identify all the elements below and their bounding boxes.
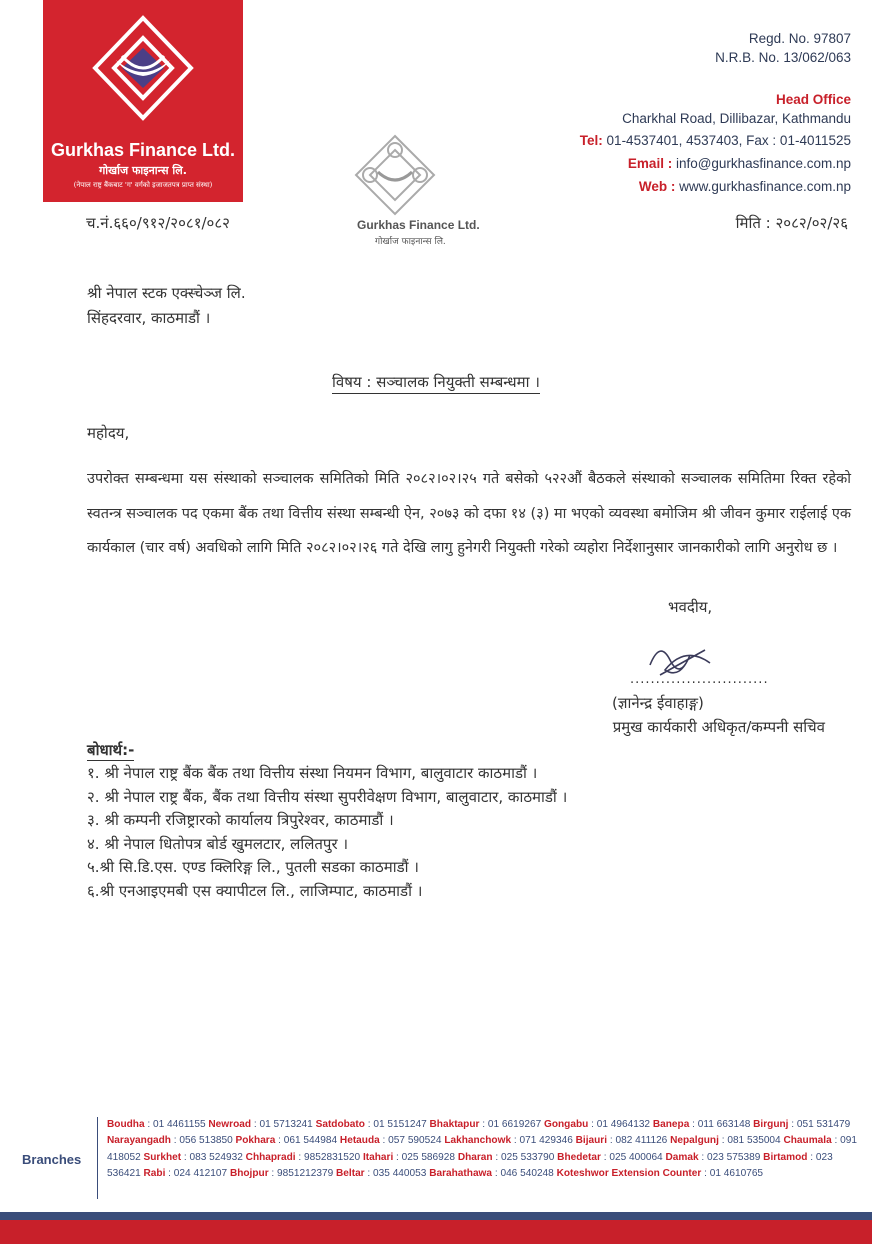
branch-name: Bijauri [575,1135,608,1147]
branch-name: Boudha [107,1119,145,1130]
regd-number: Regd. No. 97807 [748,31,851,46]
company-logo [43,0,243,202]
cc-item: २. श्री नेपाल राष्ट्र बैंक, बैंक तथा वित्तीय संस्था सुपरीवेक्षण विभाग, बालुवाटार, काठमाडौं । [87,787,568,806]
branch-phone: 9851212379 [277,1168,334,1180]
branch-name: Chhapradi [245,1151,296,1163]
logo-name-en: Gurkhas Finance Ltd. [50,140,236,160]
branch-name: Pokhara [235,1135,276,1147]
footer-bar-red [0,1220,872,1244]
branches-list [107,1117,857,1183]
web-value[interactable]: www.gurkhasfinance.com.np [675,179,851,194]
branch-phone: 025 533790 [501,1151,555,1163]
watermark-name-np: गोर्खाज फाइनान्स लि. [375,237,446,247]
branch-item: Birtamod : 023 536421 [107,1151,833,1180]
email-label: Email : [627,156,673,171]
logo-emblem-icon [86,10,200,130]
branch-item: Itahari : 025 586928 [362,1151,455,1163]
branch-name: Newroad [208,1119,252,1130]
branch-phone: 01 5151247 [373,1119,427,1130]
cc-item: ६.श्री एनआइएमबी एस क्यापीटल लि., लाजिम्पाट, काठमाडौं । [87,881,423,900]
branch-phone: 061 544984 [283,1135,338,1147]
branch-name: Hetauda [339,1135,380,1147]
cc-item: १. श्री नेपाल राष्ट्र बैंक बैंक तथा वित्तीय संस्था नियमन विभाग, बालुवाटार काठमाडौं । [87,764,538,782]
branch-name: Bhaktapur [429,1119,480,1130]
branch-phone: 024 412107 [173,1168,228,1180]
branch-name: Rabi [143,1168,166,1180]
cc-item: ४. श्री नेपाल धितोपत्र बोर्ड खुमलटार, ललितपुर । [87,834,349,853]
branch-name: Banepa [652,1119,690,1130]
branch-item: Chaumala : 091 418052 [107,1135,857,1163]
signature-line: ........................... [630,672,769,687]
subject-line [0,372,872,392]
branch-name: Birtamod [763,1151,808,1163]
signer-name: (ज्ञानेन्द्र ईवाहाङ्ग) [612,694,704,712]
reference-number: च.नं.६६०/९१२/२०८१/०८२ [86,214,230,232]
branch-name: Lakhanchowk [444,1135,512,1147]
watermark-name-en: Gurkhas Finance Ltd. [357,218,480,232]
branch-item: Birgunj : 051 531479 [753,1119,851,1130]
branch-item: Newroad : 01 5713241 [208,1119,313,1130]
branch-name: Koteshwor Extension Counter [556,1168,702,1180]
branch-phone: 051 531479 [796,1119,851,1130]
branch-item: Beltar : 035 440053 [336,1168,427,1180]
email-value[interactable]: info@gurkhasfinance.com.np [672,156,851,171]
watermark-logo-icon [350,132,440,218]
branch-name: Itahari [362,1151,394,1163]
branch-item: Satdobato : 01 5151247 [315,1119,427,1130]
logo-tagline: (नेपाल राष्ट्र बैंकबाट 'ग' वर्गको इजाजतपत्र प्राप्त संस्था) [73,181,213,189]
branch-phone: 081 535004 [727,1135,781,1147]
branch-item: Bhojpur : 9851212379 [229,1168,334,1180]
branches-label: Branches [22,1152,82,1167]
branch-name: Nepalgunj [670,1135,719,1147]
head-office-email [628,156,851,171]
branch-item: Gongabu : 01 4964132 [544,1119,651,1130]
branch-name: Beltar [336,1168,365,1180]
tel-label: Tel: [579,133,603,148]
head-office-title: Head Office [775,92,851,107]
branch-phone: 01 4610765 [709,1168,764,1180]
branch-item: Surkhet : 083 524932 [143,1151,243,1163]
cc-item: ५.श्री सि.डि.एस. एण्ड क्लिरिङ्ग लि., पुतली सडका काठमाडौं । [87,858,419,877]
branch-name: Birgunj [753,1119,789,1130]
head-office-phone [580,133,851,148]
branch-phone: 083 524932 [189,1151,243,1163]
cc-title: बोधार्थ:- [87,741,135,759]
branch-phone: 082 411126 [615,1135,668,1147]
branch-phone: 9852831520 [304,1151,361,1163]
cc-list [87,762,567,904]
branch-item: Banepa : 011 663148 [652,1119,751,1130]
tel-value: 01-4537401, 4537403, Fax : 01-4011525 [602,133,851,148]
branch-name: Barahathawa [429,1168,493,1180]
branch-phone: 056 513850 [179,1135,233,1147]
branch-item: Bhaktapur : 01 6619267 [429,1119,542,1130]
branch-name: Gongabu [544,1119,589,1130]
branches-divider [97,1117,98,1199]
branch-phone: 01 4964132 [596,1119,651,1130]
branch-item: Bijauri : 082 411126 [575,1135,668,1147]
branch-phone: 091 418052 [107,1135,857,1163]
branch-name: Chaumala [783,1135,832,1147]
branch-item: Barahathawa : 046 540248 [429,1168,554,1180]
branch-item: Dharan : 025 533790 [457,1151,555,1163]
head-office-address: Charkhal Road, Dillibazar, Kathmandu [622,111,851,126]
cc-item: ३. श्री कम्पनी रजिष्ट्रारको कार्यालय त्रिपुरेश्वर, काठमाडौं । [87,811,394,830]
branch-item: Damak : 023 575389 [665,1151,761,1163]
branch-item: Bhedetar : 025 400064 [557,1151,663,1163]
branch-phone: 01 6619267 [487,1119,542,1130]
branch-item: Nepalgunj : 081 535004 [670,1135,781,1147]
branch-name: Satdobato [315,1119,365,1130]
branch-phone: 01 5713241 [259,1119,313,1130]
branch-phone: 023 575389 [707,1151,761,1163]
branch-item: Pokhara : 061 544984 [235,1135,338,1147]
branch-phone: 035 440053 [373,1168,427,1180]
branch-phone: 011 663148 [697,1119,751,1130]
branch-phone: 025 400064 [609,1151,663,1163]
branch-item: Rabi : 024 412107 [143,1168,228,1180]
branch-name: Narayangadh [107,1135,171,1147]
recipient-name: श्री नेपाल स्टक एक्स्चेञ्ज लि. [87,284,246,302]
web-label: Web : [638,179,676,194]
letter-body: उपरोक्त सम्बन्धमा यस संस्थाको सञ्चालक समितिको मिति २०८२।०२।२५ गते बसेको ५२२औं बैठकले संस्थाको सञ्चालक समितिमा रिक्त रहेको स्वतन्त्र सञ्चालक पद एकमा बैंक तथा वित्तीय संस्था सम्बन्धी ऐन, २०७३ को दफा १४ (३) मा भएको व्यवस्था बमोजिम श्री जीवन कुमार राईलाई एक कार्यकाल (चार वर्ष) अवधिको लागि मिति २०८२।०२।२६ गते देखि लागु हुनेगरी नियुक्ती गरेको व्यहोरा निर्देशानुसार जानकारीको लागि अनुरोध छ । [87,471,851,557]
branch-item: Narayangadh : 056 513850 [107,1135,233,1147]
branch-name: Bhedetar [557,1151,601,1163]
branch-phone: 023 536421 [107,1151,833,1180]
head-office-web [639,179,851,194]
logo-name-np: गोर्खाज फाइनान्स लि. [99,164,187,177]
branch-item: Boudha : 01 4461155 [107,1119,206,1130]
branch-name: Damak [665,1151,699,1163]
signer-title: प्रमुख कार्यकारी अधिकृत/कम्पनी सचिव [612,718,825,736]
branch-item: Chhapradi : 9852831520 [245,1151,361,1163]
branch-phone: 057 590524 [388,1135,442,1147]
letter-date: मिति : २०८२/०२/२६ [735,214,848,232]
closing: भवदीय, [668,598,713,616]
branch-name: Surkhet [143,1151,182,1163]
branch-item: Hetauda : 057 590524 [339,1135,442,1147]
branch-phone: 071 429346 [519,1135,573,1147]
salutation: महोदय, [87,424,130,442]
branch-name: Bhojpur [229,1168,269,1180]
footer-bar-blue [0,1212,872,1220]
branch-item: Lakhanchowk : 071 429346 [444,1135,573,1147]
branch-name: Dharan [457,1151,493,1163]
branch-item: Koteshwor Extension Counter : 01 4610765 [556,1168,764,1180]
subject-text: विषय : सञ्चालक नियुक्ती सम्बन्धमा । [332,373,540,394]
branch-phone: 046 540248 [500,1168,554,1180]
nrb-number: N.R.B. No. 13/062/063 [715,50,851,65]
branch-phone: 025 586928 [401,1151,455,1163]
recipient-address: सिंहदरवार, काठमाडौं । [87,309,211,327]
branch-phone: 01 4461155 [153,1119,206,1130]
